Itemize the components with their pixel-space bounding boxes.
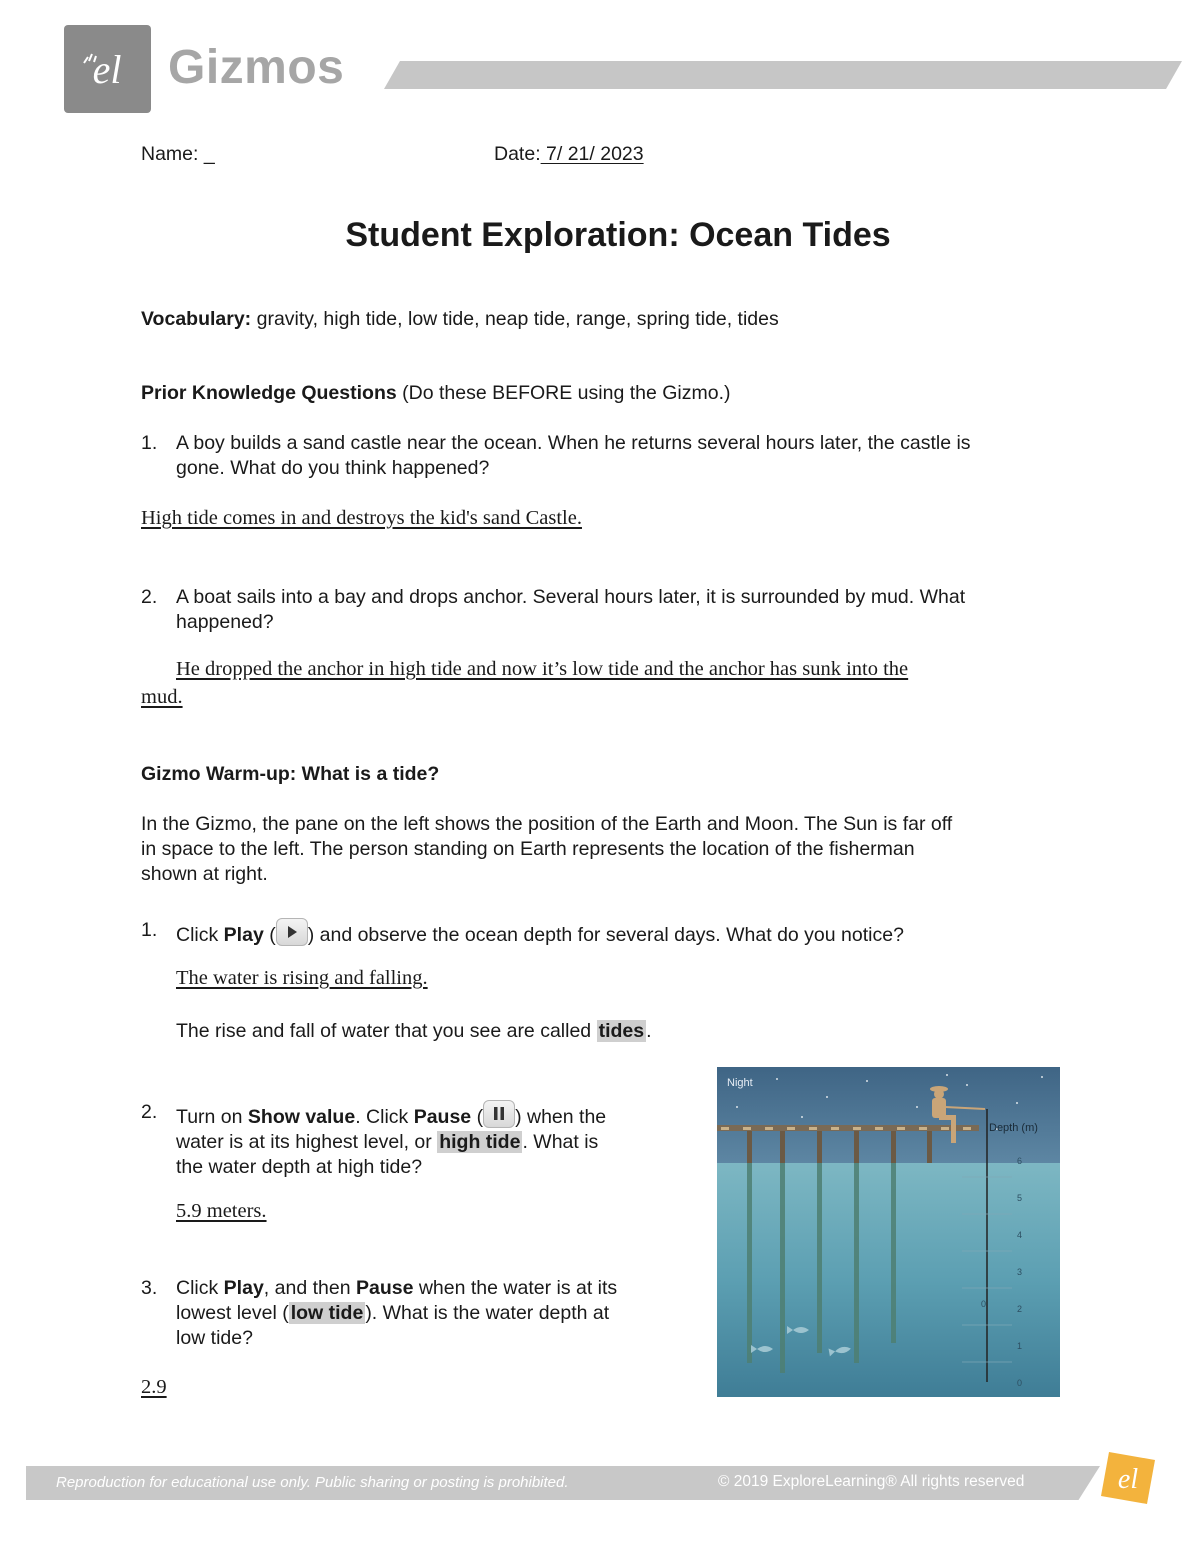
play-button-icon — [276, 918, 308, 946]
low-tide-highlight: low tide — [290, 1302, 364, 1324]
scale-label: 6 — [1017, 1156, 1023, 1166]
warmup-q1-text: Click Play ( ) and observe the ocean depth for several days. What do you notice? — [176, 918, 904, 948]
warmup-q3-number: 3. — [141, 1277, 158, 1299]
footer-disclaimer: Reproduction for educational use only. Public sharing or posting is prohibited. — [56, 1474, 569, 1491]
warmup-q2-number: 2. — [141, 1101, 158, 1123]
header-bar — [384, 61, 1182, 89]
name-label: Name: — [141, 143, 199, 165]
svg-text:el: el — [1117, 1464, 1139, 1495]
scale-label: 0 — [1017, 1378, 1023, 1388]
page-title: Student Exploration: Ocean Tides — [345, 216, 891, 254]
prior-knowledge-heading: Prior Knowledge Questions (Do these BEFORE using the Gizmo.) — [141, 382, 731, 404]
warmup-a2-answer: 5.9 meters. — [176, 1200, 267, 1222]
warmup-heading: Gizmo Warm-up: What is a tide? — [141, 763, 440, 785]
gizmos-logo — [64, 25, 151, 113]
scale-label: 2 — [1017, 1304, 1023, 1314]
pause-button-icon — [483, 1100, 515, 1128]
prior-q1-text: A boy builds a sand castle near the ocean. When he returns several hours later, the castle is gone. What do you think happened? — [176, 432, 971, 479]
warmup-a1-answer: The water is rising and falling. — [176, 967, 428, 989]
night-label: Night — [727, 1077, 753, 1089]
name-field — [141, 142, 215, 167]
name-value: _ — [203, 143, 215, 165]
high-tide-highlight: high tide — [439, 1131, 521, 1153]
vocabulary — [141, 307, 779, 332]
gizmo-tide-image — [717, 1067, 1060, 1397]
prior-q1-number: 1. — [141, 432, 158, 454]
date-field — [494, 142, 644, 167]
tides-definition: The rise and fall of water that you see are called tides . — [176, 1020, 652, 1042]
warmup-a3-answer: 2.9 — [141, 1376, 167, 1398]
scale-label: 3 — [1017, 1267, 1023, 1277]
date-label: Date: — [494, 143, 541, 165]
brand-name: Gizmos — [168, 41, 345, 94]
scale-label: 4 — [1017, 1230, 1023, 1240]
date-value: 7/ 21/ 2023 — [540, 143, 644, 165]
vocabulary-terms: gravity, high tide, low tide, neap tide, range, spring tide, tides — [256, 308, 779, 330]
scale-label: 5 — [1017, 1193, 1023, 1203]
tides-highlight: tides — [598, 1020, 645, 1042]
vocabulary-label: Vocabulary: — [141, 308, 252, 330]
warmup-q1-number: 1. — [141, 919, 158, 941]
svg-text:el: el — [92, 47, 122, 92]
prior-a1-answer: High tide comes in and destroys the kid's sand Castle. — [141, 507, 582, 529]
prior-q2-text: A boat sails into a bay and drops anchor. Several hours later, it is surrounded by mud. What happened? — [176, 586, 966, 633]
explorelearning-logo-icon — [1097, 1446, 1159, 1508]
gizmo-scene — [717, 1067, 1060, 1397]
prior-a2-answer-line2: mud. — [141, 686, 183, 708]
prior-q2-number: 2. — [141, 586, 158, 608]
warmup-q2-text: Turn on Show value. Click Pause ( ) when the water is at its highest level, or high tide . What is the water depth at high tide? — [176, 1100, 696, 1180]
scale-marker: 0 — [981, 1299, 987, 1309]
depth-label: Depth (m) — [989, 1122, 1038, 1134]
scale-label: 1 — [1017, 1341, 1023, 1351]
warmup-q3-text: Click Play, and then Pause when the water is at its lowest level ( low tide ). What is the water depth at low tide? — [176, 1277, 618, 1349]
footer-copyright: © 2019 ExploreLearning® All rights reserved — [718, 1473, 1025, 1490]
el-logo-icon — [64, 25, 151, 113]
prior-a2-answer-line1: He dropped the anchor in high tide and now it’s low tide and the anchor has sunk into the — [176, 658, 909, 680]
warmup-intro: In the Gizmo, the pane on the left shows the position of the Earth and Moon. The Sun is far off in space to the left. The person standing on Earth represents the location of the fisherman shown at right. — [141, 813, 953, 885]
